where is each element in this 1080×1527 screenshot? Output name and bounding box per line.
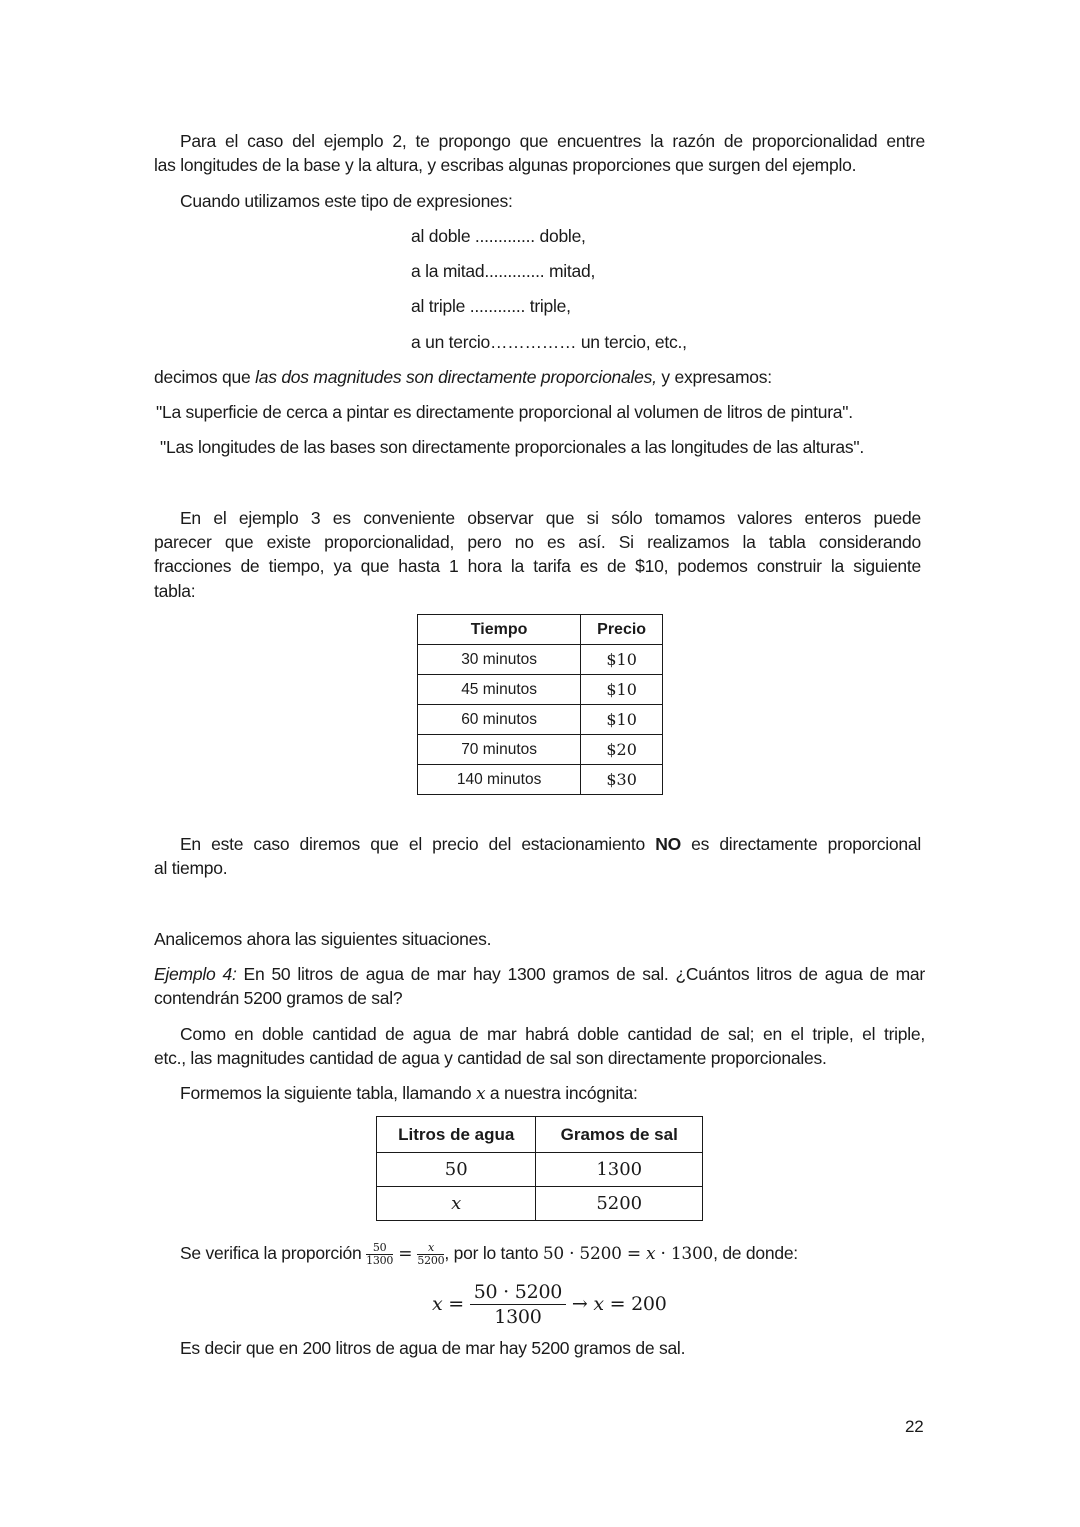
variable-x: x	[432, 1293, 443, 1315]
no-emphasis: NO	[655, 834, 681, 854]
fraction-x-5200	[417, 1242, 444, 1267]
fraction-denominator: 5200	[417, 1253, 445, 1267]
table-row	[377, 1187, 703, 1221]
paragraph-ejemplo2-line2: las longitudes de la base y la altura, y escribas algunas proporciones que surgen del ejemplo.	[154, 155, 857, 175]
paragraph-ejemplo3-line4: tabla:	[154, 581, 196, 601]
table-row	[377, 1153, 703, 1187]
paragraph-expresiones-intro: Cuando utilizamos este tipo de expresiones:	[180, 191, 513, 211]
expression-tercio: a un tercio…………… un tercio, etc.,	[411, 332, 687, 352]
cell-precio: $10	[581, 645, 663, 675]
proporcion-prefix: Se verifica la proporción	[180, 1243, 367, 1263]
variable-x: x	[646, 1244, 656, 1264]
header-litros: Litros de agua	[377, 1117, 536, 1153]
variable-x: x	[475, 1084, 486, 1104]
paragraph-formemos	[180, 1081, 638, 1106]
cell-gramos: 1300	[536, 1153, 703, 1187]
paragraph-ejemplo4-line2: contendrán 5200 gramos de sal?	[154, 988, 403, 1008]
paragraph-ejemplo4-line1	[154, 962, 925, 986]
fraction-numerator: x	[417, 1242, 444, 1255]
cell-tiempo: 70 minutos	[418, 735, 581, 765]
page-number: 22	[905, 1417, 924, 1436]
header-tiempo: Tiempo	[418, 615, 581, 645]
paragraph-proporcion	[180, 1238, 798, 1269]
fraction-denominator: 1300	[494, 1306, 542, 1329]
fraction-denominator: 1300	[366, 1253, 394, 1267]
paragraph-ejemplo3-line2: parecer que existe proporcionalidad, pero no es así. Si realizamos la tabla considerando	[154, 532, 921, 552]
definition-emphasis: las dos magnitudes son directamente proporcionales,	[255, 367, 657, 387]
cell-litros: x	[377, 1187, 536, 1221]
quote-superficie: "La superficie de cerca a pintar es directamente proporcional al volumen de litros de pintura".	[156, 402, 853, 422]
expression-mitad: a la mitad............. mitad,	[411, 261, 596, 281]
cell-tiempo: 140 minutos	[418, 765, 581, 795]
parking-price-table	[417, 614, 663, 795]
header-gramos: Gramos de sal	[536, 1117, 703, 1153]
fraction-numerator: 50 · 5200	[470, 1282, 566, 1306]
ejemplo4-label: Ejemplo 4:	[154, 964, 237, 984]
cell-tiempo: 30 minutos	[418, 645, 581, 675]
cell-precio: $10	[581, 675, 663, 705]
paragraph-ejemplo2-line1: Para el caso del ejemplo 2, te propongo que encuentres la razón de proporcionalidad entre	[180, 131, 925, 151]
paragraph-doble-cantidad-line2: etc., las magnitudes cantidad de agua y cantidad de sal son directamente proporcionales.	[154, 1048, 827, 1068]
table-row	[418, 645, 663, 675]
expression-triple: al triple ............ triple,	[411, 296, 571, 316]
definition-suffix: y expresamos:	[656, 367, 772, 387]
quote-longitudes: "Las longitudes de las bases son directamente proporcionales a las longitudes de las alturas".	[160, 437, 864, 457]
paragraph-conclusion: Es decir que en 200 litros de agua de mar hay 5200 gramos de sal.	[180, 1338, 686, 1358]
ejemplo4-text: En 50 litros de agua de mar hay 1300 gramos de sal. ¿Cuántos litros de agua de mar	[236, 964, 925, 984]
cell-precio: $20	[581, 735, 663, 765]
arrow-icon: →	[566, 1293, 594, 1315]
cell-precio: $10	[581, 705, 663, 735]
formemos-prefix: Formemos la siguiente tabla, llamando	[180, 1083, 476, 1103]
fraction-50-1300	[366, 1242, 393, 1267]
paragraph-doble-cantidad-line1: Como en doble cantidad de agua de mar habrá doble cantidad de sal; en el triple, el triple,	[180, 1024, 925, 1044]
variable-x: x	[593, 1293, 604, 1315]
fraction-numerator: 50	[366, 1242, 393, 1255]
definition-prefix: decimos que	[154, 367, 256, 387]
paragraph-no-proporcional-line2: al tiempo.	[154, 858, 228, 878]
expression-doble: al doble ............. doble,	[411, 226, 586, 246]
table-row	[418, 675, 663, 705]
table-header-row	[377, 1117, 703, 1153]
proporcion-mid: por lo tanto	[449, 1243, 543, 1263]
solution-value: = 200	[603, 1293, 667, 1315]
cell-precio: $30	[581, 765, 663, 795]
header-precio: Precio	[581, 615, 663, 645]
cell-tiempo: 45 minutos	[418, 675, 581, 705]
product-expression-rhs: · 1300	[655, 1244, 714, 1264]
paragraph-ejemplo3-line1: En el ejemplo 3 es conveniente observar que si sólo tomamos valores enteros puede	[180, 508, 921, 528]
formula-solution	[432, 1279, 667, 1330]
equals-sign: =	[442, 1293, 470, 1315]
equals-sign: =	[393, 1244, 418, 1264]
product-expression: 50 · 5200 =	[542, 1244, 647, 1264]
paragraph-analicemos: Analicemos ahora las siguientes situaciones.	[154, 929, 492, 949]
cell-tiempo: 60 minutos	[418, 705, 581, 735]
table-header-row	[418, 615, 663, 645]
table-row	[418, 735, 663, 765]
no-proporcional-prefix: En este caso diremos que el precio del estacionamiento	[180, 834, 656, 854]
paragraph-ejemplo3-line3: fracciones de tiempo, ya que hasta 1 hora la tarifa es de $10, podemos construir la siguiente	[154, 556, 921, 576]
table-row	[418, 765, 663, 795]
proporcion-suffix: , de donde:	[713, 1243, 798, 1263]
cell-litros: 50	[377, 1153, 536, 1187]
table-row	[418, 705, 663, 735]
paragraph-definition	[154, 365, 772, 389]
cell-gramos: 5200	[536, 1187, 703, 1221]
comma: ,	[444, 1243, 450, 1263]
fraction-solution	[470, 1282, 566, 1329]
paragraph-no-proporcional-line1	[180, 832, 921, 856]
formemos-suffix: a nuestra incógnita:	[485, 1083, 638, 1103]
no-proporcional-suffix: es directamente proporcional	[680, 834, 921, 854]
salt-water-table	[376, 1116, 703, 1221]
